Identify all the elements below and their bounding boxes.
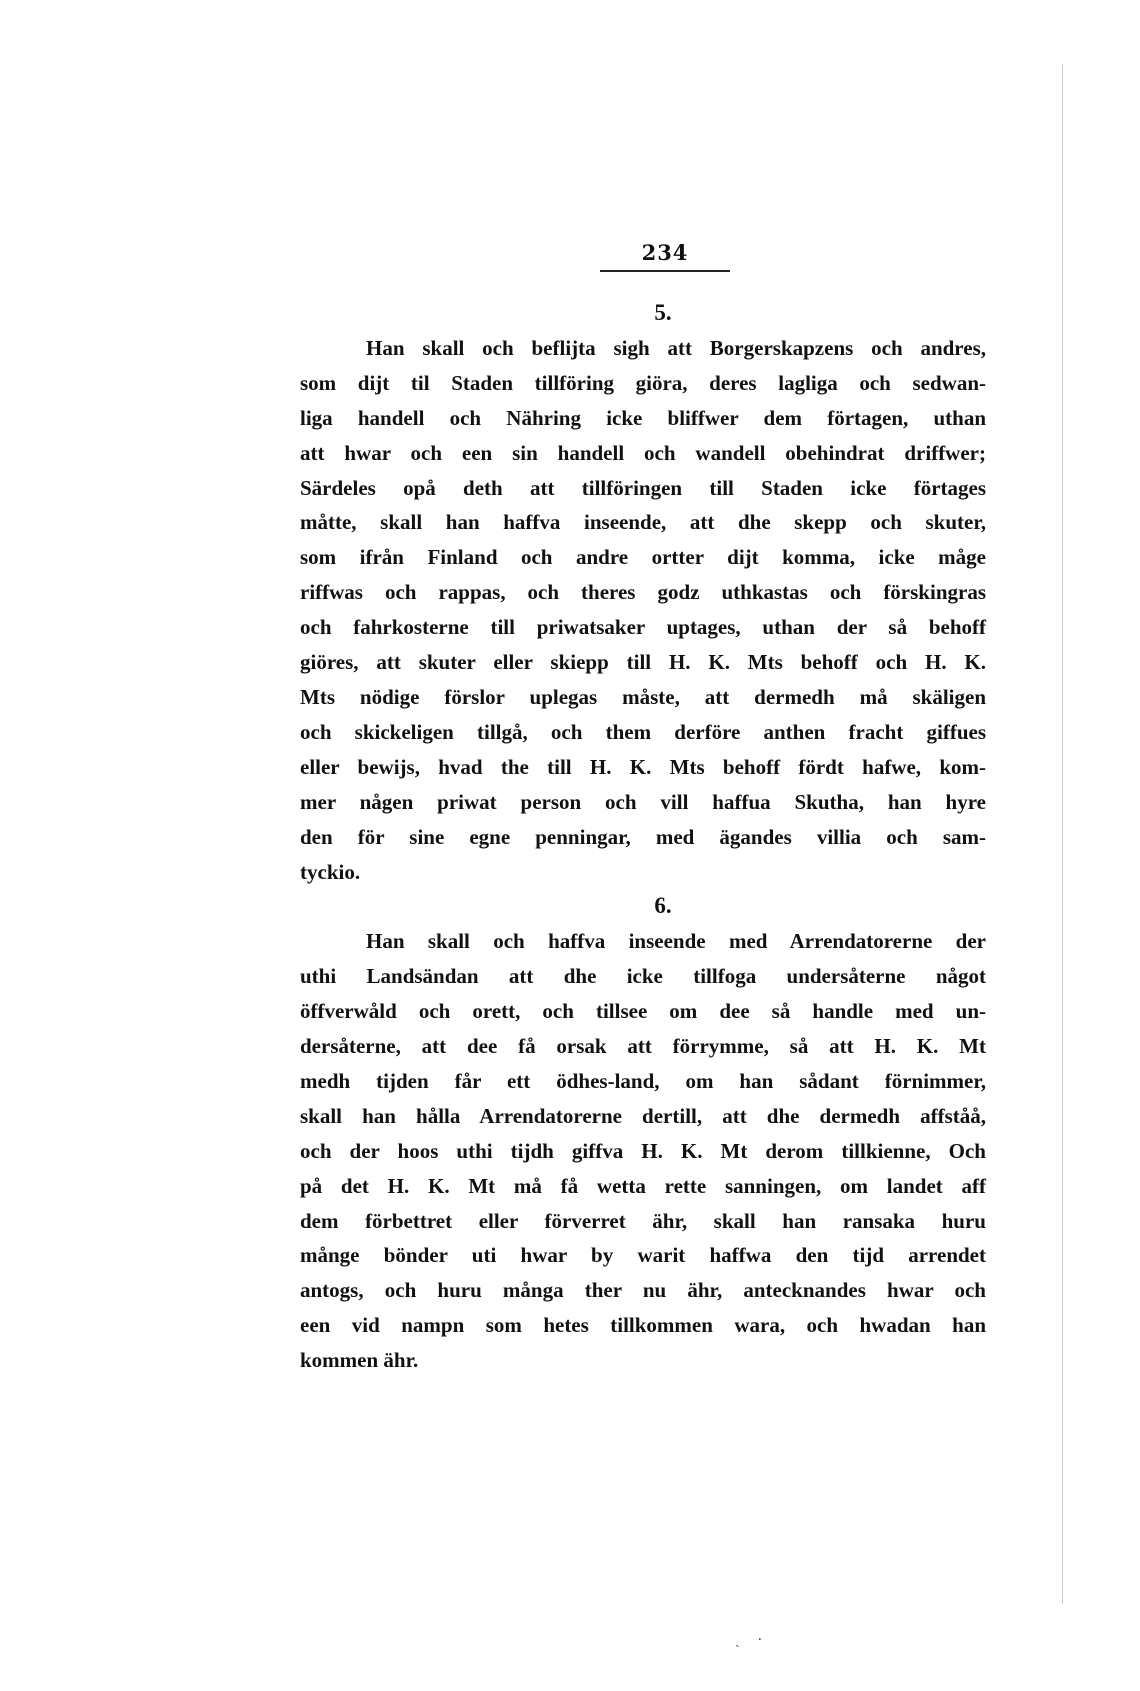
text-line: antogs, och huru många ther nu ähr, antecknandes hwar och <box>300 1278 986 1303</box>
text-line: skall han hålla Arrendatorerne dertill, att dhe dermedh affståå, <box>300 1103 986 1128</box>
text-line: Särdeles opå deth att tillföringen till Staden icke förtages <box>300 475 986 500</box>
text-line: Mts nödige förslor uplegas måste, att dermedh må skäligen <box>300 684 986 709</box>
section-5 <box>300 296 986 889</box>
page-number-rule <box>600 270 730 272</box>
text-line: medh tijden får ett ödhes-land, om han sådant förnimmer, <box>300 1068 986 1093</box>
text-line: Han skall och beflijta sigh att Borgerskapzens och andres, <box>366 335 986 360</box>
text-line: eller bewijs, hvad the till H. K. Mts behoff fördt hafwe, kom- <box>300 754 986 779</box>
text-line: som dijt til Staden tillföring giöra, deres lagliga och sedwan- <box>300 370 986 395</box>
section-paragraph <box>300 331 986 890</box>
text-line: dem förbettret eller förverret ähr, skall han ransaka huru <box>300 1208 986 1233</box>
section-heading: 5. <box>654 300 672 325</box>
text-line: dersåterne, att dee få orsak att förrymme, så att H. K. Mt <box>300 1034 986 1059</box>
page-number: 234 <box>641 240 689 265</box>
text-line: och skickeligen tillgå, och them derföre anthen fracht giffues <box>300 719 986 744</box>
text-line: een vid nampn som hetes tillkommen wara, och hwadan han <box>300 1313 986 1338</box>
section-heading: 6. <box>654 893 672 919</box>
text-line: Han skall och haffva inseende med Arrendatorerne der <box>366 929 986 954</box>
text-line: liga handell och Nähring icke bliffwer dem förtagen, uthan <box>300 405 986 430</box>
document-body <box>300 296 986 1378</box>
text-line: riffwas och rappas, och theres godz uthkastas och förskingras <box>300 580 986 605</box>
text-line: kommen ähr. <box>300 1348 419 1373</box>
text-line: giöres, att skuter eller skiepp till H. K. Mts behoff och H. K. <box>300 650 986 675</box>
section-paragraph <box>300 924 986 1378</box>
text-line: som ifrån Finland och andre ortter dijt komma, icke måge <box>300 545 986 570</box>
text-line: tyckio. <box>300 859 361 884</box>
text-line: måtte, skall han haffva inseende, att dhe skepp och skuter, <box>300 510 986 535</box>
text-line: mer någen priwat person och vill haffua Skutha, han hyre <box>300 789 986 814</box>
text-line: månge bönder uti hwar by warit haffwa den tijd arrendet <box>300 1243 986 1268</box>
scan-specks: ˏ· <box>735 1632 781 1648</box>
text-line: på det H. K. Mt må få wetta rette sanningen, om landet aff <box>300 1173 986 1198</box>
text-line: och fahrkosterne till priwatsaker uptages, uthan der så behoff <box>300 615 986 640</box>
text-line: att hwar och een sin handell och wandell obehindrat driffwer; <box>300 440 986 465</box>
page-edge-line <box>1062 64 1063 1604</box>
text-line: och der hoos uthi tijdh giffva H. K. Mt derom tillkienne, Och <box>300 1138 986 1163</box>
text-line: uthi Landsändan att dhe icke tillfoga undersåterne något <box>300 964 986 989</box>
text-line: den för sine egne penningar, med ägandes villia och sam- <box>300 824 986 849</box>
section-6 <box>300 889 986 1378</box>
text-line: öffverwåld och orett, och tillsee om dee så handle med un- <box>300 999 986 1024</box>
